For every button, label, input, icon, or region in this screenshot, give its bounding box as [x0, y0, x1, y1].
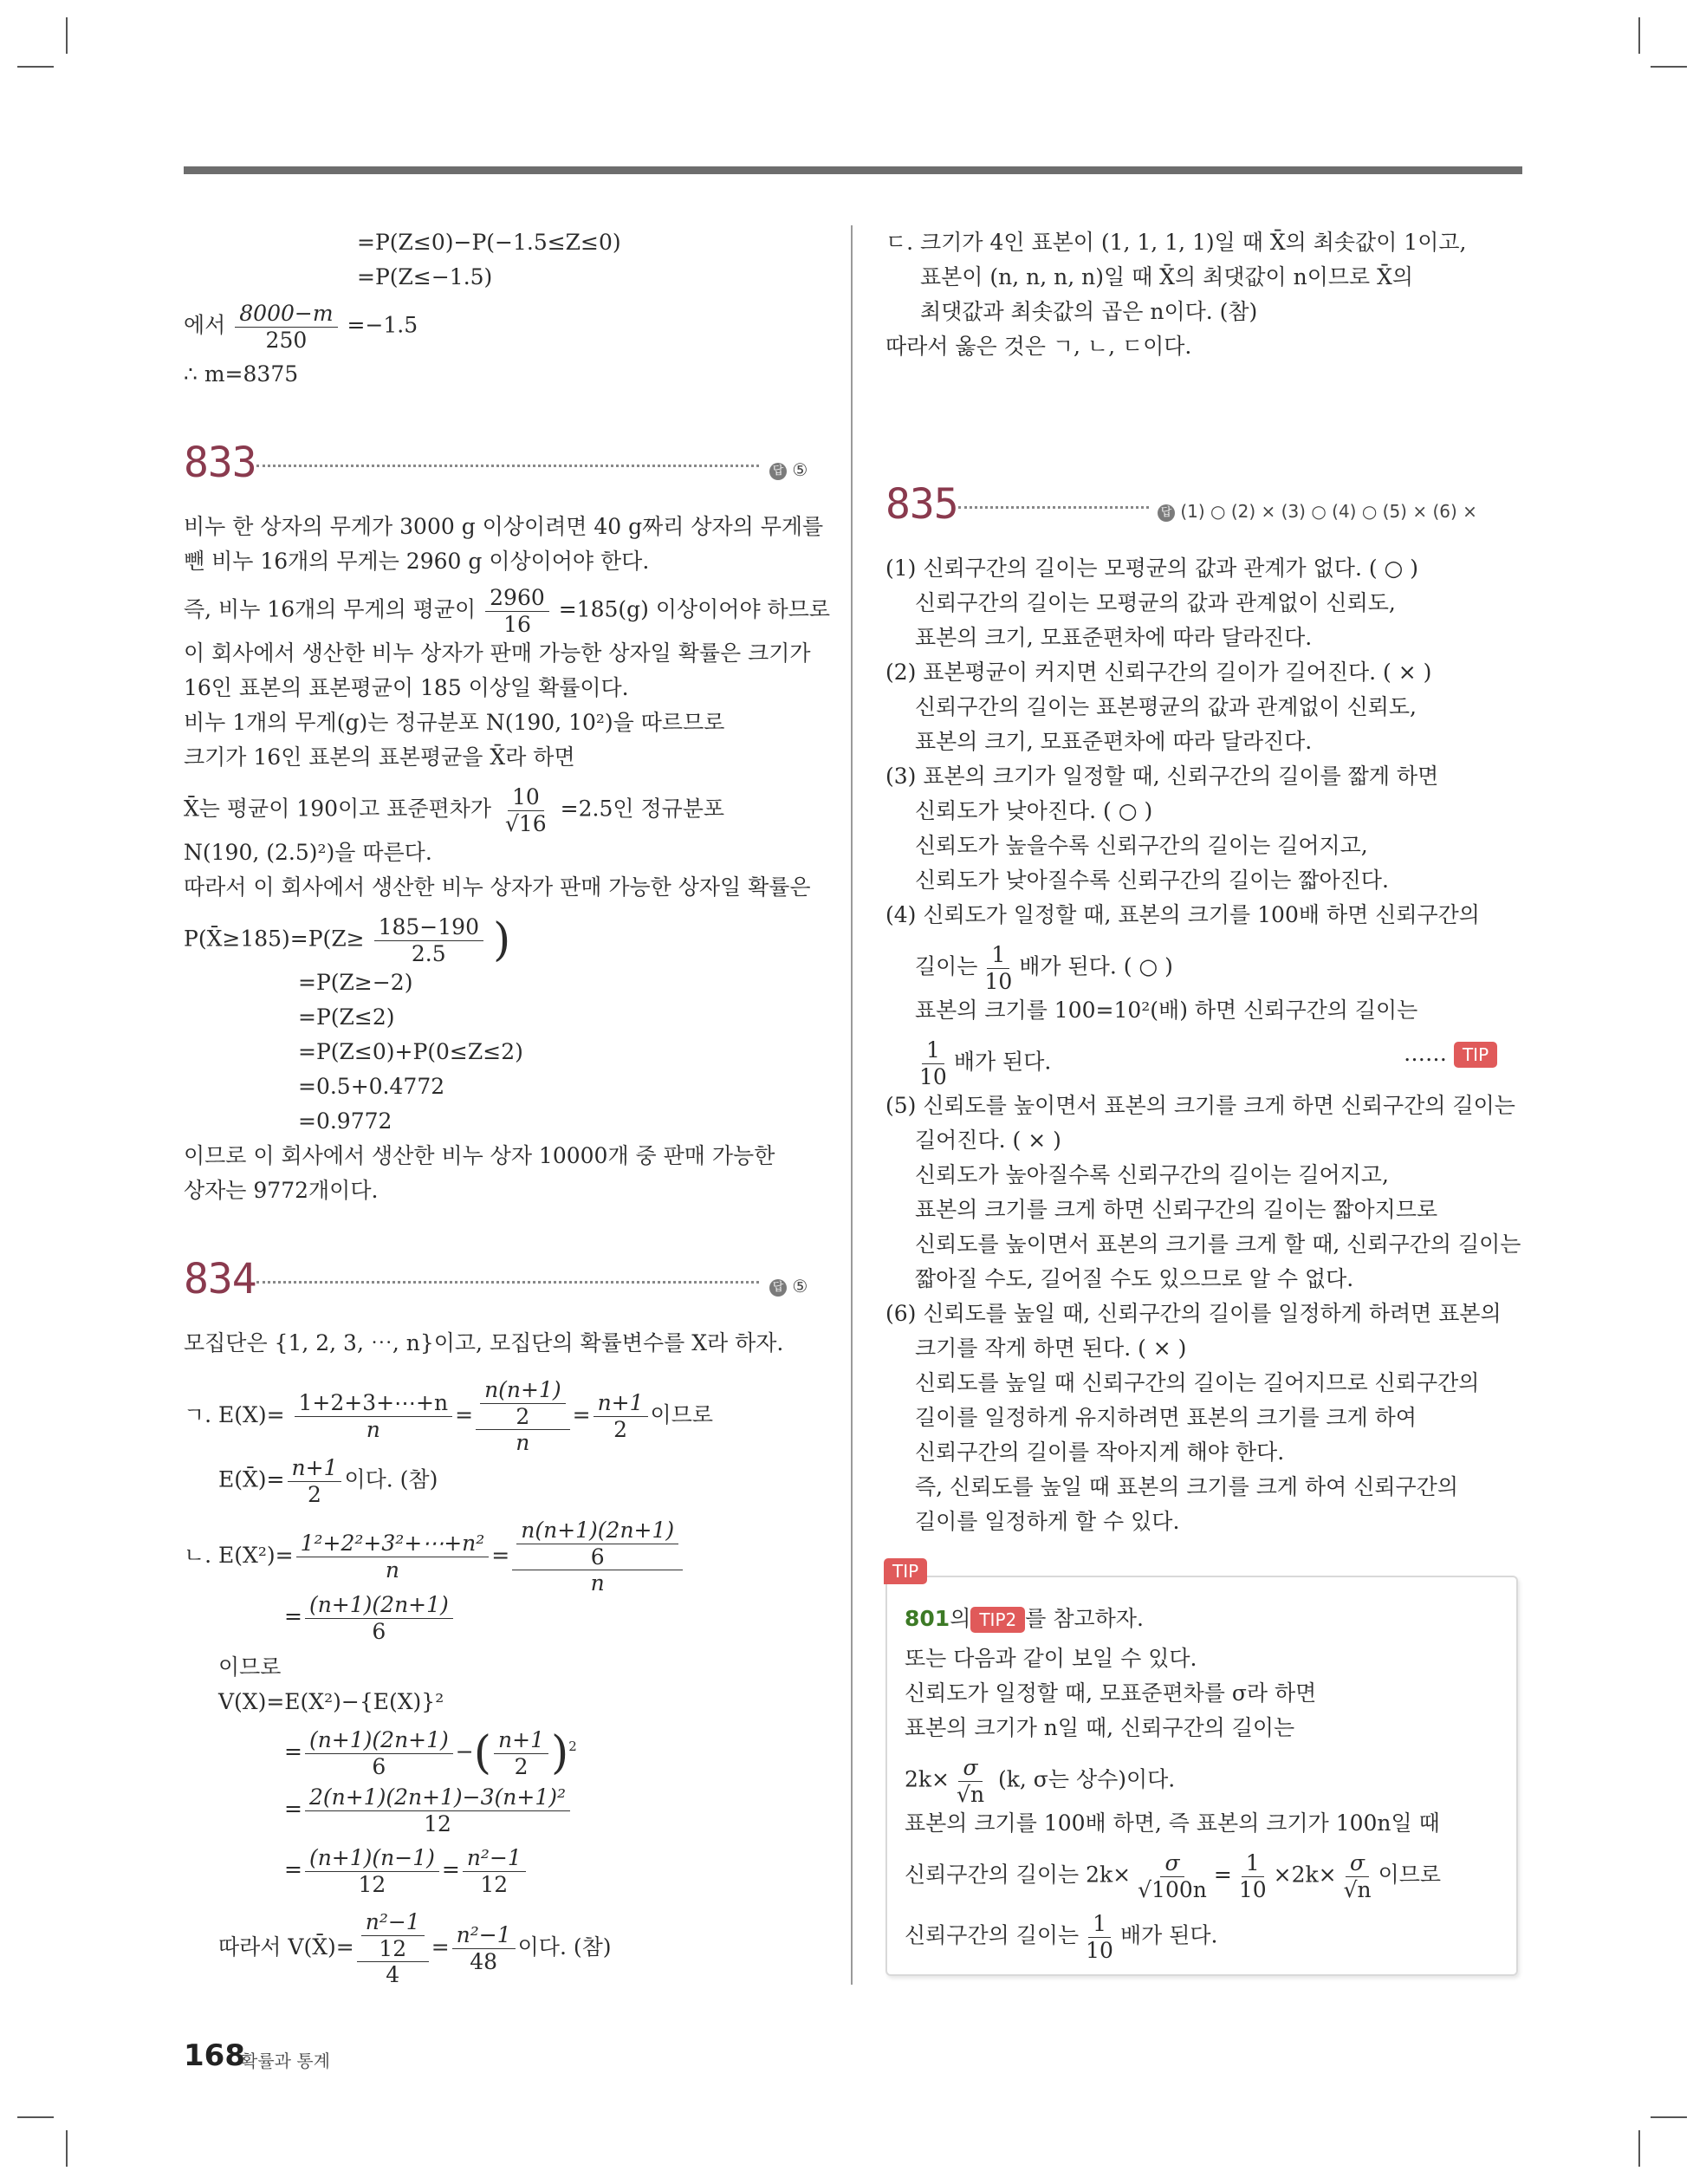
text-line: 즉, 비누 16개의 무게의 평균이 $\frac{2960}{16}$ =185(g) 이상이어야 하므로: [184, 585, 831, 637]
problem-ref[interactable]: 801: [905, 1606, 950, 1631]
text-line: 표본의 크기, 모표준편차에 따라 달라진다.: [915, 729, 1313, 754]
text-line: 표본의 크기, 모표준편차에 따라 달라진다.: [915, 625, 1313, 650]
text-line: 따라서 옳은 것은 ㄱ, ㄴ, ㄷ이다.: [885, 334, 1192, 359]
text-line: (4) 신뢰도가 일정할 때, 표본의 크기를 100배 하면 신뢰구간의: [885, 902, 1480, 927]
left-column: [184, 0, 831, 1993]
crop-mark: [17, 66, 54, 68]
text-line: (3) 표본의 크기가 일정할 때, 신뢰구간의 길이를 짧게 하면: [885, 764, 1439, 789]
crop-mark: [66, 17, 68, 54]
answer-badge-icon: 답: [1158, 504, 1175, 522]
tip-line: 신뢰구간의 길이는 2k× $\frac{\sigma}{√100n}$ = $\frac{1}{10}$ ×2k× $\frac{\sigma}{√n}$ 이므로: [905, 1850, 1442, 1902]
problem-834-header: [184, 1255, 816, 1314]
text-line: (2) 표본평균이 커지면 신뢰구간의 길이가 길어진다. ( × ): [885, 660, 1432, 685]
tip-label: TIP: [884, 1558, 927, 1584]
eq-line: =P(Z≤0)−P(−1.5≤Z≤0): [357, 230, 621, 255]
crop-mark: [1638, 17, 1640, 54]
text-line: ㄷ. 크기가 4인 표본이 (1, 1, 1, 1)일 때 X̄의 최솟값이 1이고,: [885, 230, 1467, 255]
crop-mark: [17, 2116, 54, 2118]
eq-line: =P(Z≥−2): [298, 970, 413, 995]
eq-line: V(X)=E(X²)−{E(X)}²: [218, 1689, 444, 1714]
answer-badge-icon: 답: [769, 463, 787, 480]
tip-chip[interactable]: TIP: [1454, 1042, 1497, 1068]
tip-line: 표본의 크기가 n일 때, 신뢰구간의 길이는: [905, 1715, 1295, 1740]
tip2-chip[interactable]: TIP2: [970, 1607, 1025, 1633]
text-line: 상자는 9772개이다.: [184, 1178, 379, 1203]
eq-line: =P(Z≤0)+P(0≤Z≤2): [298, 1039, 523, 1064]
column-divider: [851, 225, 853, 1985]
text-line: 신뢰구간의 길이는 표본평균의 값과 관계없이 신뢰도,: [915, 694, 1417, 719]
text-line: 표본이 (n, n, n, n)일 때 X̄의 최댓값이 n이므로 X̄의: [920, 264, 1414, 289]
problem-number: 834: [184, 1255, 256, 1303]
tip-line: 신뢰구간의 길이는 $\frac{1}{10}$ 배가 된다.: [905, 1911, 1218, 1963]
tip-line: 801의 TIP2 를 참고하자.: [905, 1606, 1144, 1631]
text-line: (5) 신뢰도를 높이면서 표본의 크기를 크게 하면 신뢰구간의 길이는: [885, 1093, 1515, 1118]
tip-line: 2k× $\frac{\sigma}{√n}$ (k, σ는 상수)이다.: [905, 1755, 1176, 1807]
text-line: X̄는 평균이 190이고 표준편차가 $\frac{10}{√16}$ =2.5인 정규분포: [184, 784, 725, 836]
leader-dots: [256, 1281, 759, 1284]
text-line: (6) 신뢰도를 높일 때, 신뢰구간의 길이를 일정하게 하려면 표본의: [885, 1301, 1502, 1326]
text-line: 신뢰도가 높을수록 신뢰구간의 길이는 길어지고,: [915, 833, 1368, 858]
tip-line: 또는 다음과 같이 보일 수 있다.: [905, 1646, 1197, 1671]
problem-number: 833: [184, 439, 256, 487]
eq-line: = $\frac{(n+1)(2n+1)}{6}$ −( $\frac{n+1}{2}$ )$^2$: [284, 1727, 577, 1779]
eq-line: 따라서 V(X̄)= $\frac{\frac{\text{n²−1}}{12}}{4}$ = $\frac{\text{n²−1}}{48}$ 이다. (참): [218, 1909, 612, 1987]
text-line: 길어진다. ( × ): [915, 1128, 1061, 1153]
tip-reference[interactable]: …… TIP: [1404, 1037, 1497, 1071]
text-line: 신뢰도를 높일 때 신뢰구간의 길이는 길어지므로 신뢰구간의: [915, 1370, 1480, 1395]
answer-label: 답 ⑤: [769, 452, 808, 487]
text-line: 표본의 크기를 100=10²(배) 하면 신뢰구간의 길이는: [915, 998, 1418, 1023]
text-line: 비누 1개의 무게(g)는 정규분포 N(190, 10²)을 따르므로: [184, 710, 725, 735]
text-line: 뺀 비누 16개의 무게는 2960 g 이상이어야 한다.: [184, 549, 650, 574]
text-line: 모집단은 {1, 2, 3, ⋯, n}이고, 모집단의 확률변수를 X라 하자.: [184, 1330, 784, 1355]
crop-mark: [66, 2130, 68, 2167]
text-line: 16인 표본의 표본평균이 185 이상일 확률이다.: [184, 675, 629, 700]
section-title: 확률과 통계: [241, 2051, 330, 2071]
text-line: N(190, (2.5)²)을 따른다.: [184, 840, 432, 865]
leader-dots: [256, 465, 759, 467]
text-line: (1) 신뢰구간의 길이는 모평균의 값과 관계가 없다. ( ○ ): [885, 556, 1419, 581]
crop-mark: [1651, 2116, 1687, 2118]
eq-line: =0.5+0.4772: [298, 1074, 445, 1099]
text-line: 크기가 16인 표본의 표본평균을 X̄라 하면: [184, 744, 575, 770]
problem-833-header: [184, 439, 816, 497]
eq-line: ∴ m=8375: [184, 361, 299, 387]
eq-line: ㄱ. E(X)= $\frac{1+2+3+\cdots+n}{n}$ = $\frac{\frac{n(n+1)}{2}}{n}$ = $\frac{n+1}{2}$ 이므로: [184, 1377, 713, 1455]
eq-line: 에서 $\frac{8000-m}{250}$ =−1.5: [184, 301, 418, 353]
eq-line: =P(Z≤2): [298, 1004, 395, 1030]
answer-label: 답 (1) ○ (2) × (3) ○ (4) ○ (5) × (6) ×: [1158, 494, 1477, 529]
text-line: 신뢰도가 낮아질수록 신뢰구간의 길이는 짧아진다.: [915, 868, 1389, 893]
answer-badge-icon: 답: [769, 1279, 787, 1297]
text-line: 크기를 작게 하면 된다. ( × ): [915, 1336, 1187, 1361]
problem-number: 835: [885, 480, 958, 529]
text-line: 표본의 크기를 크게 하면 신뢰구간의 길이는 짧아지므로: [915, 1197, 1438, 1222]
text-line: 최댓값과 최솟값의 곱은 n이다. (참): [920, 299, 1258, 324]
crop-mark: [1638, 2130, 1640, 2167]
text-line: $\frac{1}{10}$ 배가 된다.: [919, 1037, 1052, 1089]
text-line: 길이는 $\frac{1}{10}$ 배가 된다. ( ○ ): [915, 942, 1173, 994]
text-line: 길이를 일정하게 유지하려면 표본의 크기를 크게 하여: [915, 1405, 1417, 1430]
text-line: 신뢰도를 높이면서 표본의 크기를 크게 할 때, 신뢰구간의 길이는: [915, 1232, 1521, 1257]
text-line: 신뢰구간의 길이는 모평균의 값과 관계없이 신뢰도,: [915, 590, 1396, 615]
text-line: 따라서 이 회사에서 생산한 비누 상자가 판매 가능한 상자일 확률은: [184, 874, 811, 900]
text-line: 신뢰구간의 길이를 작아지게 해야 한다.: [915, 1440, 1285, 1465]
eq-line: = $\frac{(n+1)(2n+1)}{6}$: [284, 1593, 456, 1643]
text-line: 이므로: [218, 1654, 282, 1680]
page-number: 168: [184, 2038, 245, 2073]
eq-line: E(X̄)= $\frac{n+1}{2}$ 이다. (참): [218, 1455, 438, 1507]
tip-line: 표본의 크기를 100배 하면, 즉 표본의 크기가 100n일 때: [905, 1810, 1440, 1836]
text-line: 신뢰도가 높아질수록 신뢰구간의 길이는 길어지고,: [915, 1162, 1389, 1187]
eq-line: =P(Z≤−1.5): [357, 264, 493, 289]
text-line: 즉, 신뢰도를 높일 때 표본의 크기를 크게 하여 신뢰구간의: [915, 1474, 1458, 1499]
tip-content: [905, 0, 1511, 1993]
text-line: 신뢰도가 낮아진다. ( ○ ): [915, 798, 1153, 823]
eq-line: =0.9772: [298, 1108, 392, 1134]
answer-label: 답 ⑤: [769, 1269, 808, 1303]
tip-line: 신뢰도가 일정할 때, 모표준편차를 σ라 하면: [905, 1680, 1317, 1706]
eq-line: ㄴ. E(X²)= $\frac{\text{1²+2²+3²+⋯+n²}}{n}$ = $\frac{\frac{n(n+1)(2n+1)}{6}}{n}$: [184, 1518, 685, 1596]
text-line: 이 회사에서 생산한 비누 상자가 판매 가능한 상자일 확률은 크기가: [184, 640, 811, 666]
eq-line: = $\frac{(n+1)(n-1)}{12}$ = $\frac{\text{n²−1}}{12}$: [284, 1846, 529, 1896]
text-line: 비누 한 상자의 무게가 3000 g 이상이려면 40 g짜리 상자의 무게를: [184, 514, 824, 539]
crop-mark: [1651, 66, 1687, 68]
text-line: 이므로 이 회사에서 생산한 비누 상자 10000개 중 판매 가능한: [184, 1143, 775, 1168]
eq-line: = $\frac{\text{2(n+1)(2n+1)−3(n+1)²}}{12}$: [284, 1785, 573, 1836]
text-line: 길이를 일정하게 할 수 있다.: [915, 1509, 1180, 1534]
text-line: 짧아질 수도, 길어질 수도 있으므로 알 수 없다.: [915, 1266, 1354, 1291]
eq-line: P(X̄≥185)=P(Z≥ $\frac{185-190}{2.5}$ ): [184, 914, 511, 966]
